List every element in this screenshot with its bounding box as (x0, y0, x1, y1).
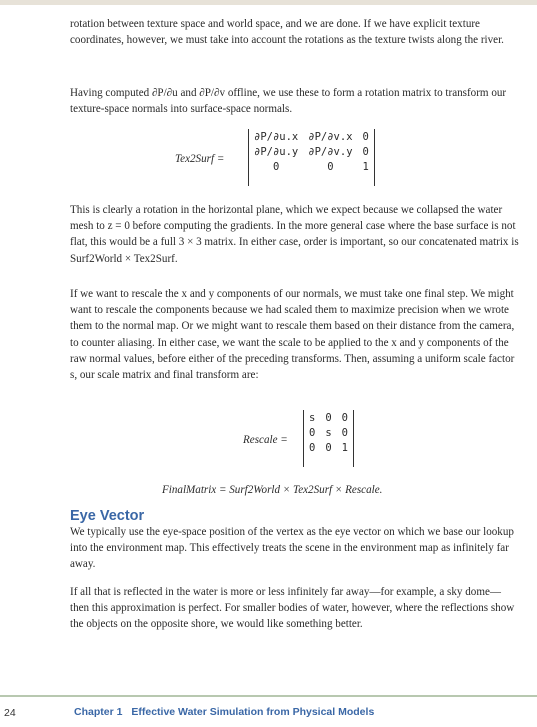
tex2surf-label: Tex2Surf = (175, 153, 225, 165)
final-matrix-equation: FinalMatrix = Surf2World × Tex2Surf × Rescale. (162, 484, 383, 496)
rescale-matrix: s 0 0 0 s 0 0 0 1 (303, 410, 354, 467)
paragraph-4: If we want to rescale the x and y components of our normals, we must take one final step. We might want to rescale the components because we had scaled them to maximize precision when we wrote them to the normal map. Or we might want to rescale them based on their distance from the camera, to counter aliasing. In either case, we want the scale to be applied to the x and y components of the raw normal values, before either of the preceding transforms. Then, assuming a uniform scale factor s, our scale matrix and final transform are: (70, 288, 515, 382)
paragraph-3: This is clearly a rotation in the horizontal plane, which we expect because we collapsed the water mesh to z = 0 before computing the gradients. In the more general case where the base surface is not flat, this would be a full 3 × 3 matrix. In either case, order is important, so our concatenated matrix is Surf2World × Tex2Surf. (70, 204, 519, 265)
running-footer (74, 706, 374, 718)
section-heading: Eye Vector (70, 508, 145, 524)
paragraph-2: Having computed ∂P/∂u and ∂P/∂v offline, we use these to form a rotation matrix to transform our texture-space normals into surface-space normals. (70, 87, 507, 116)
footer-rule (0, 695, 537, 697)
paragraph-6: If all that is reflected in the water is more or less infinitely far away—for example, a sky dome—then this approximation is perfect. For smaller bodies of water, however, where the reflections show the objects on the opposite shore, we would like something better. (70, 586, 515, 631)
footer-title: Effective Water Simulation from Physical Models (131, 706, 375, 718)
footer-chapter: Chapter 1 (74, 706, 123, 718)
paragraph-5: We typically use the eye-space position of the vertex as the eye vector on which we base our lookup into the environment map. This effectively treats the scene in the environment map as infinitely far away. (70, 526, 514, 571)
tex2surf-matrix: ∂P/∂u.x ∂P/∂v.x 0 ∂P/∂u.y ∂P/∂v.y 0 0 0 1 (248, 129, 375, 186)
paragraph-1: rotation between texture space and world space, and we are done. If we have explicit texture coordinates, however, we must take into account the rotations as the texture twists along the river. (70, 18, 504, 47)
page-number: 24 (4, 707, 16, 719)
rescale-label: Rescale = (243, 434, 288, 446)
top-rule (0, 0, 537, 5)
